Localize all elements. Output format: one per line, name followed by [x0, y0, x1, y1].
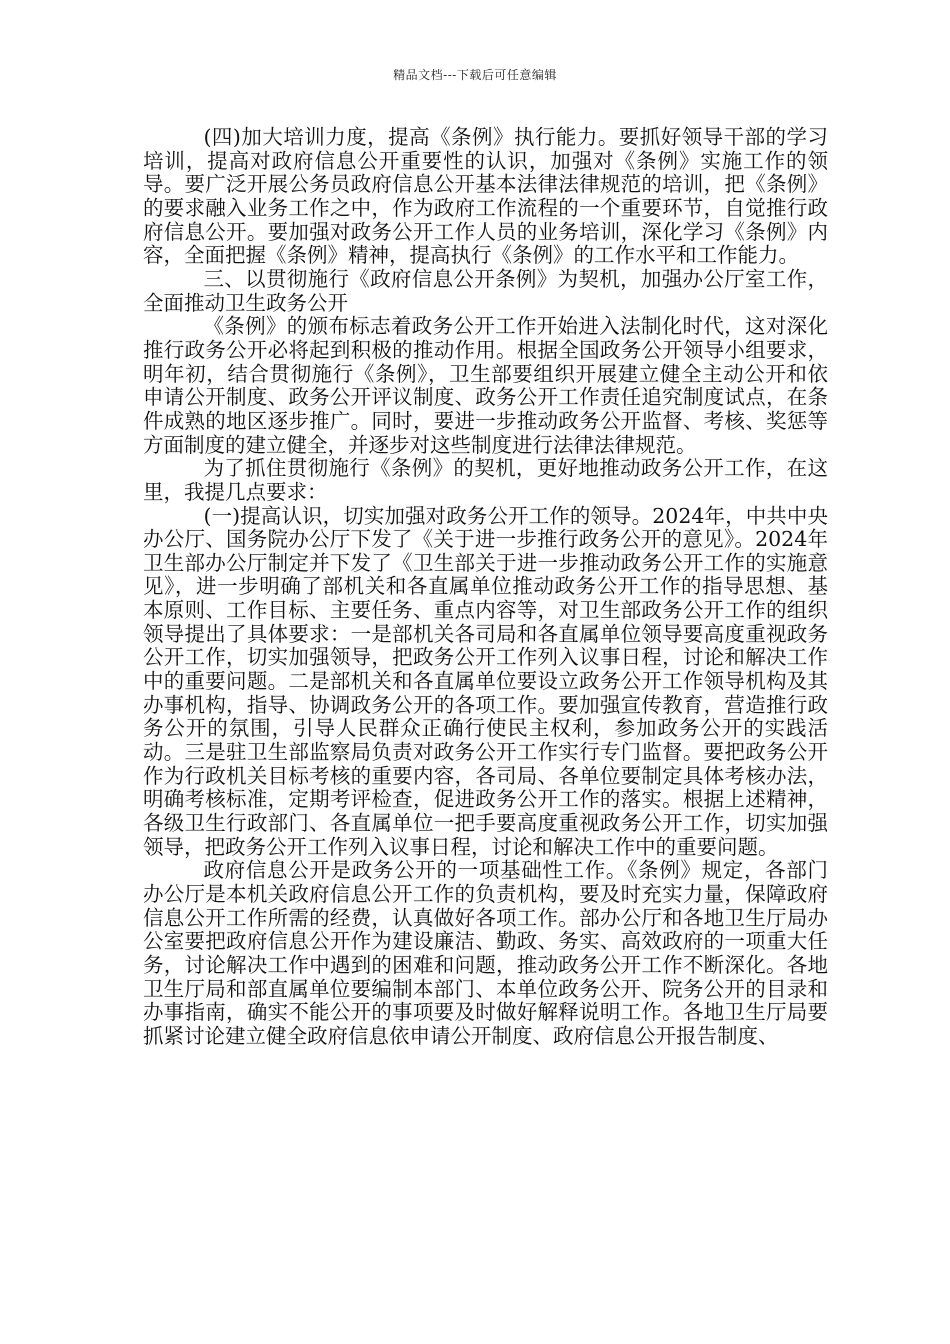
document-body [143, 126, 828, 1049]
section-heading-three: 三、以贯彻施行《政府信息公开条例》为契机，加强办公厅室工作，全面推动卫生政务公开 [143, 266, 828, 315]
paragraph-requirements-intro: 为了抓住贯彻施行《条例》的契机，更好地推动政务公开工作，在这里，我提几点要求： [143, 456, 828, 504]
paragraph-training: (四)加大培训力度，提高《条例》执行能力。要抓好领导干部的学习培训，提高对政府信息公开重要性的认识，加强对《条例》实施工作的领导。要广泛开展公务员政府信息公开基本法律法律规范的培训，把《条例》的要求融入业务工作之中，作为政府工作流程的一个重要环节，自觉推行政府信息公开。要加强对政务公开工作人员的业务培训，深化学习《条例》内容，全面把握《条例》精神，提高执行《条例》的工作水平和工作能力。 [143, 125, 828, 268]
paragraph-information-disclosure: 政府信息公开是政务公开的一项基础性工作。《条例》规定，各部门办公厅是本机关政府信息公开工作的负责机构，要及时充实力量，保障政府信息公开工作所需的经费，认真做好各项工作。部办公厅和各地卫生厅局办公室要把政府信息公开作为建设廉洁、勤政、务实、高效政府的一项重大任务，讨论解决工作中遇到的困难和问题，推动政务公开工作不断深化。各地卫生厅局和部直属单位要编制本部门、本单位政务公开、院务公开的目录和办事指南，确实不能公开的事项要及时做好解释说明工作。各地卫生厅局要抓紧讨论建立健全政府信息依申请公开制度、政府信息公开报告制度、 [143, 858, 828, 1048]
page-header: 精品文档---下载后可任意编辑 [393, 68, 557, 82]
paragraph-regulation-significance: 《条例》的颁布标志着政务公开工作开始进入法制化时代，这对深化推行政务公开必将起到积极的推动作用。根据全国政务公开领导小组要求，明年初，结合贯彻施行《条例》，卫生部要组织开展建立健全主动公开和依申请公开制度、政务公开评议制度、政务公开工作责任追究制度试点，在条件成熟的地区逐步推广。同时，要进一步推动政务公开监督、考核、奖惩等方面制度的建立健全，并逐步对这些制度进行法律法律规范。 [143, 314, 828, 457]
paragraph-point-one: (一)提高认识，切实加强对政务公开工作的领导。2024年，中共中央办公厅、国务院办公厅下发了《关于进一步推行政务公开的意见》。2024年卫生部办公厅制定并下发了《卫生部关于进一步推动政务公开工作的实施意见》，进一步明确了部机关和各直属单位推动政务公开工作的指导思想、基本原则、工作目标、主要任务、重点内容等，对卫生部政务公开工作的组织领导提出了具体要求：一是部机关各司局和各直属单位领导要高度重视政务公开工作，切实加强领导，把政务公开工作列入议事日程，讨论和解决工作中的重要问题。二是部机关和各直属单位要设立政务公开工作领导机构及其办事机构，指导、协调政务公开的各项工作。要加强宣传教育，营造推行政务公开的氛围，引导人民群众正确行使民主权利，参加政务公开的实践活动。三是驻卫生部监察局负责对政务公开工作实行专门监督。要把政务公开作为行政机关目标考核的重要内容，各司局、各单位要制定具体考核办法，明确考核标准，定期考评检查，促进政务公开工作的落实。根据上述精神，各级卫生行政部门、各直属单位一把手要高度重视政务公开工作，切实加强领导，把政务公开工作列入议事日程，讨论和解决工作中的重要问题。 [143, 503, 828, 859]
